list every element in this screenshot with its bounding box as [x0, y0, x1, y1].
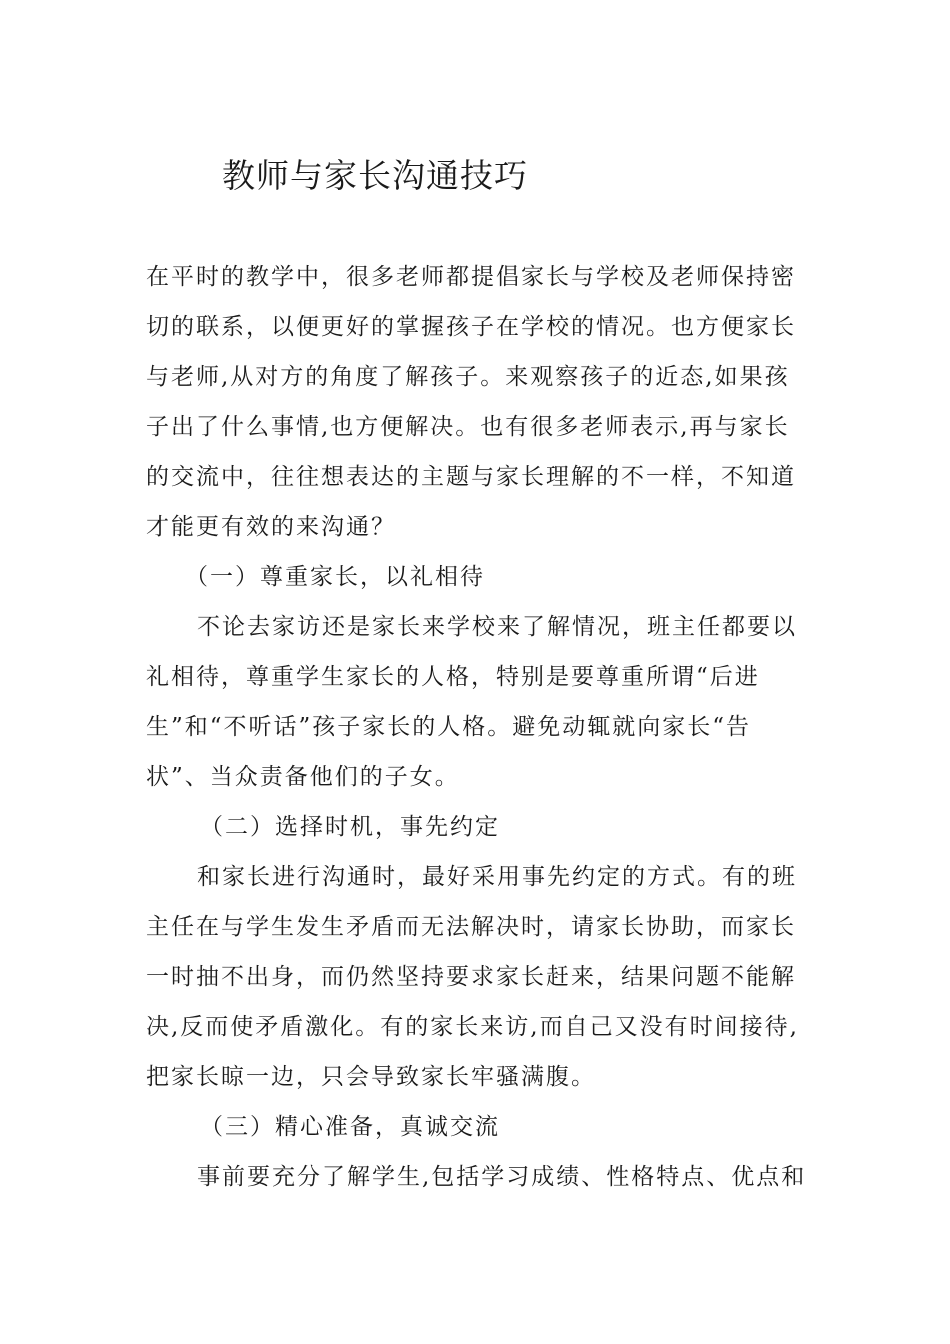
body-line: 子出了什么事情,也方便解决。也有很多老师表示,再与家长: [146, 414, 790, 440]
section-heading-2: （二）选择时机，事先约定: [200, 814, 500, 840]
body-line: 生”和“不听话”孩子家长的人格。避免动辄就向家长“告: [146, 714, 752, 740]
body-line: 把家长晾一边，只会导致家长牢骚满腹。: [146, 1064, 596, 1090]
body-line: 与老师,从对方的角度了解孩子。来观察孩子的近态,如果孩: [146, 364, 790, 390]
body-line: 一时抽不出身，而仍然坚持要求家长赶来，结果问题不能解: [146, 964, 796, 990]
body-line: 在平时的教学中，很多老师都提倡家长与学校及老师保持密: [146, 264, 796, 290]
section-heading-3: （三）精心准备，真诚交流: [200, 1114, 500, 1140]
document-title: 教师与家长沟通技巧: [222, 156, 528, 195]
body-line: 决,反而使矛盾激化。有的家长来访,而自己又没有时间接待,: [146, 1014, 799, 1040]
body-line: 主任在与学生发生矛盾而无法解决时，请家长协助，而家长: [146, 914, 796, 940]
body-line: 礼相待，尊重学生家长的人格，特别是要尊重所谓“后进: [146, 664, 760, 690]
body-line: 不论去家访还是家长来学校来了解情况，班主任都要以: [197, 614, 797, 640]
body-line: 事前要充分了解学生,包括学习成绩、性格特点、优点和: [197, 1164, 807, 1190]
body-line: 才能更有效的来沟通？: [146, 514, 396, 540]
body-line: 和家长进行沟通时，最好采用事先约定的方式。有的班: [197, 864, 797, 890]
section-heading-1: （一）尊重家长，以礼相待: [185, 564, 485, 590]
body-line: 的交流中，往往想表达的主题与家长理解的不一样，不知道: [146, 464, 796, 490]
body-line: 切的联系，以便更好的掌握孩子在学校的情况。也方便家长: [146, 314, 796, 340]
body-line: 状”、当众责备他们的子女。: [146, 764, 460, 790]
